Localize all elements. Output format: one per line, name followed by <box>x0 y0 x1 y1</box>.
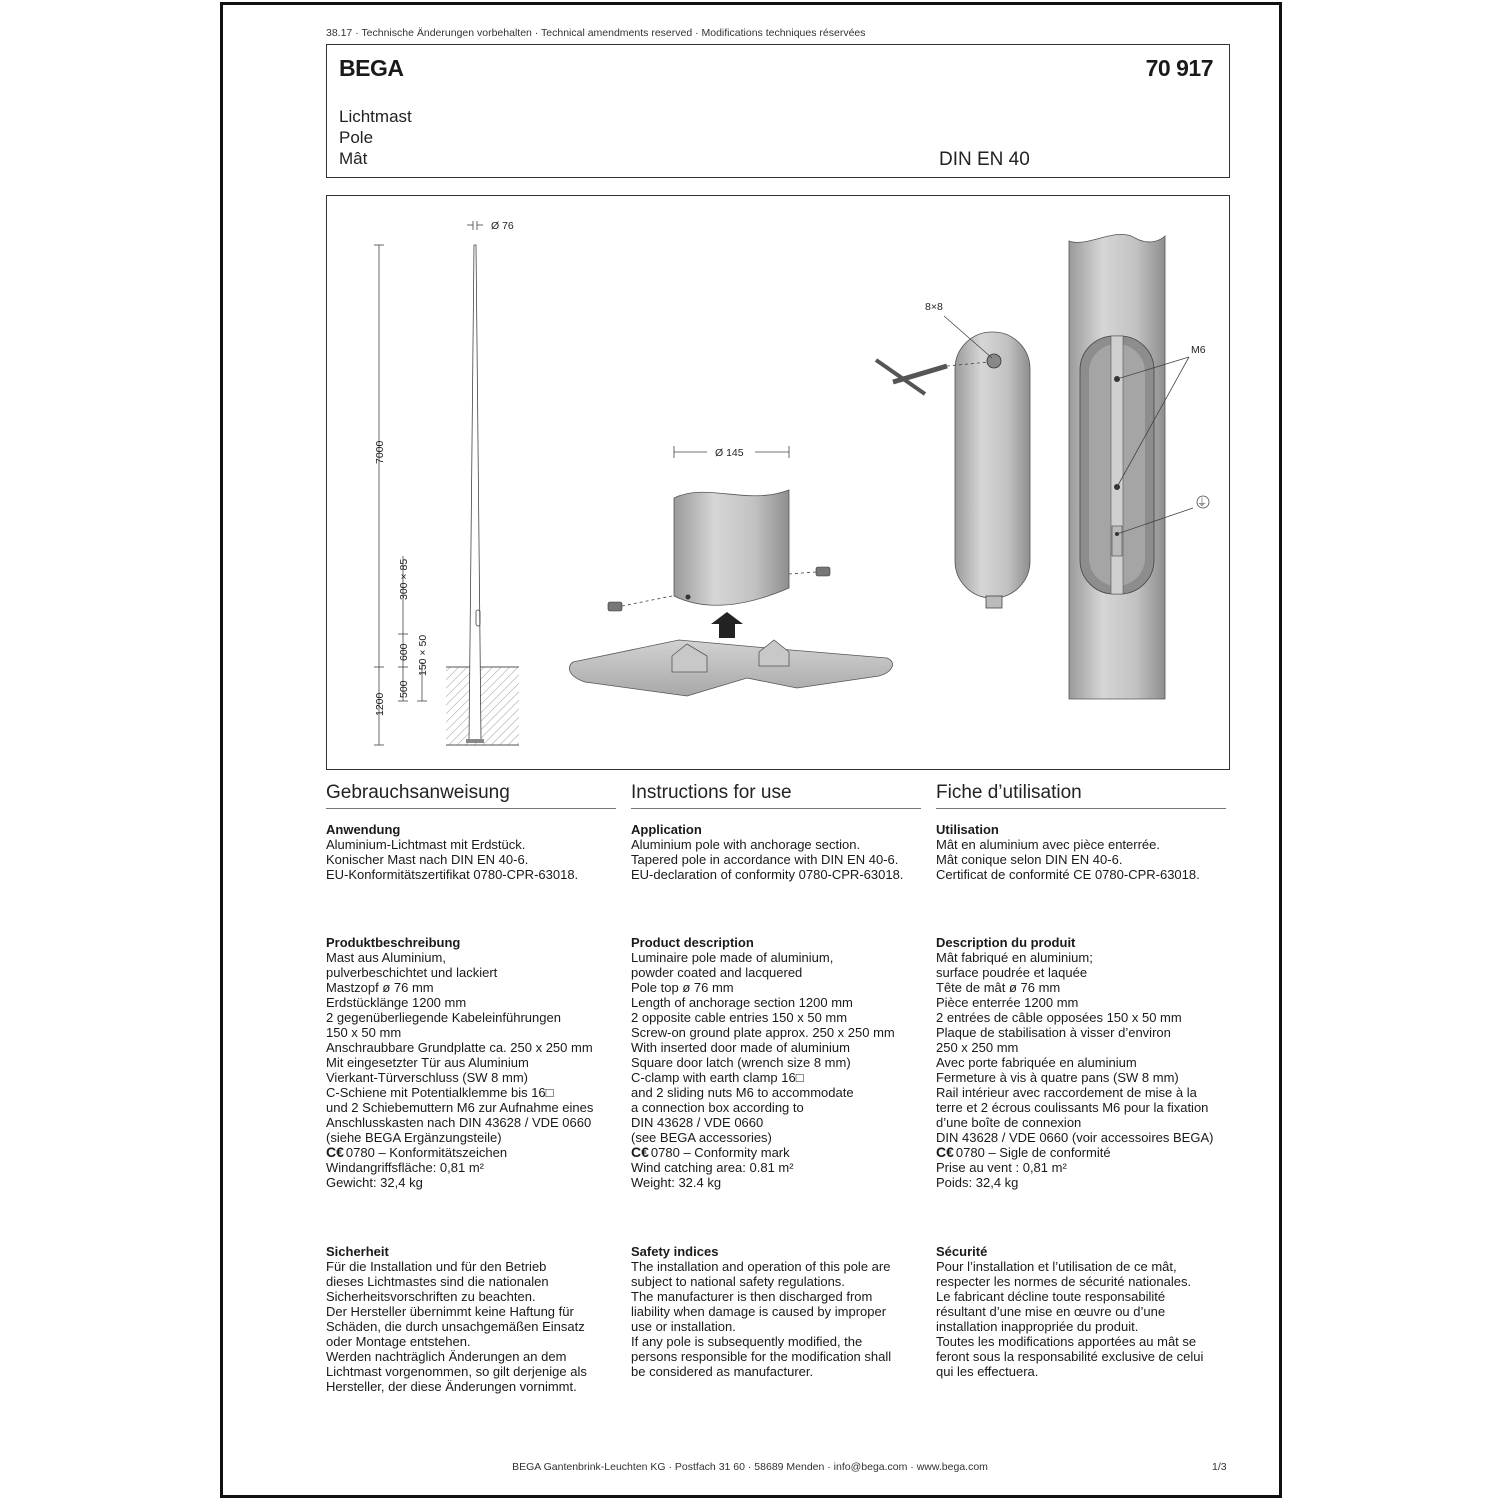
column-title-en: Instructions for use <box>631 782 921 809</box>
section-line: DIN 43628 / VDE 0660 <box>631 1115 764 1130</box>
section-line: be considered as manufacturer. <box>631 1364 814 1379</box>
section-line: Mit eingesetzter Tür aus Aluminium <box>326 1055 529 1070</box>
column-french <box>936 782 1226 809</box>
section-line-text: 0780 – Konformitätszeichen <box>345 1145 508 1160</box>
section-line: Poids: 32,4 kg <box>936 1175 1019 1190</box>
section-line: 250 x 250 mm <box>936 1040 1019 1055</box>
ce-mark-icon: C€ <box>631 1144 649 1160</box>
section-line: Mât fabriqué en aluminium; <box>936 950 1093 965</box>
section-line: d’une boîte de connexion <box>936 1115 1082 1130</box>
column-title-de: Gebrauchsanweisung <box>326 782 616 809</box>
section-line: 2 opposite cable entries 150 x 50 mm <box>631 1010 848 1025</box>
section-line: The manufacturer is then discharged from <box>631 1289 873 1304</box>
section-line: Aluminium-Lichtmast mit Erdstück. <box>326 837 526 852</box>
section-line: und 2 Schiebemuttern M6 zur Aufnahme eines <box>326 1100 594 1115</box>
section-line: Weight: 32.4 kg <box>631 1175 722 1190</box>
section-line: subject to national safety regulations. <box>631 1274 845 1289</box>
product-name-fr: Mât <box>339 149 368 168</box>
section-line: Mât en aluminium avec pièce enterrée. <box>936 837 1161 852</box>
section-line: (see BEGA accessories) <box>631 1130 772 1145</box>
section-line: C-Schiene mit Potentialklemme bis 16□ <box>326 1085 554 1100</box>
section-line <box>936 1145 1236 1160</box>
section-line: Anschraubbare Grundplatte ca. 250 x 250 mm <box>326 1040 593 1055</box>
section-line: 150 x 50 mm <box>326 1025 402 1040</box>
section-2-0 <box>936 822 1236 882</box>
section-line: Tête de mât ø 76 mm <box>936 980 1061 995</box>
footer-address: BEGA Gantenbrink-Leuchten KG · Postfach 31 60 · 58689 Menden · info@bega.com · www.bega.com <box>512 1461 988 1473</box>
section-line: Fermeture à vis à quatre pans (SW 8 mm) <box>936 1070 1179 1085</box>
product-name-en: Pole <box>339 128 374 147</box>
label-wrench: 8×8 <box>925 301 943 313</box>
label-door: 300 × 85 <box>398 558 410 600</box>
section-line: Für die Installation und für den Betrieb <box>326 1259 547 1274</box>
section-heading: Product description <box>631 935 754 950</box>
drawing-canvas <box>327 196 1229 769</box>
section-line: Square door latch (wrench size 8 mm) <box>631 1055 851 1070</box>
section-line: Rail intérieur avec raccordement de mise à la <box>936 1085 1197 1100</box>
section-line-text: 0780 – Sigle de conformité <box>955 1145 1111 1160</box>
section-line: Werden nachträglich Änderungen an dem <box>326 1349 567 1364</box>
section-line: 2 entrées de câble opposées 150 x 50 mm <box>936 1010 1182 1025</box>
section-line: Pièce enterrée 1200 mm <box>936 995 1079 1010</box>
section-line: Hersteller, der diese Änderungen vornimmt. <box>326 1379 577 1394</box>
section-line: Length of anchorage section 1200 mm <box>631 995 853 1010</box>
section-line: oder Montage entstehen. <box>326 1334 471 1349</box>
section-line: 2 gegenüberliegende Kabeleinführungen <box>326 1010 561 1025</box>
section-line: a connection box according to <box>631 1100 804 1115</box>
label-nut: M6 <box>1191 344 1206 356</box>
section-line: (siehe BEGA Ergänzungsteile) <box>326 1130 502 1145</box>
article-number: 70 917 <box>1145 55 1213 81</box>
section-1-1 <box>631 935 931 1190</box>
section-line: Windangriffsfläche: 0,81 m² <box>326 1160 484 1175</box>
page-number: 1/3 <box>1212 1461 1227 1473</box>
section-heading: Produktbeschreibung <box>326 935 461 950</box>
section-line: EU-declaration of conformity 0780-CPR-63018. <box>631 867 904 882</box>
section-line: Der Hersteller übernimmt keine Haftung für <box>326 1304 574 1319</box>
section-line: C-clamp with earth clamp 16□ <box>631 1070 804 1085</box>
section-line: Konischer Mast nach DIN EN 40-6. <box>326 852 529 867</box>
section-line: Plaque de stabilisation à visser d’environ <box>936 1025 1171 1040</box>
section-line: powder coated and lacquered <box>631 965 803 980</box>
section-2-1 <box>936 935 1236 1190</box>
section-0-0 <box>326 822 626 882</box>
section-line: EU-Konformitätszertifikat 0780-CPR-63018. <box>326 867 579 882</box>
pole-opening <box>1069 234 1209 699</box>
brand-logo: BEGA <box>339 55 404 81</box>
label-500: 500 <box>398 680 410 698</box>
section-heading: Sécurité <box>936 1244 988 1259</box>
section-line: Luminaire pole made of aluminium, <box>631 950 834 965</box>
section-line: Lichtmast vorgenommen, so gilt derjenige als <box>326 1364 587 1379</box>
base-assembly <box>569 444 892 696</box>
section-line: pulverbeschichtet und lackiert <box>326 965 498 980</box>
section-line: Le fabricant décline toute responsabilité <box>936 1289 1166 1304</box>
column-english <box>631 782 921 809</box>
section-line: DIN 43628 / VDE 0660 (voir accessoires BEGA) <box>936 1130 1214 1145</box>
section-line: feront sous la responsabilité exclusive de celui <box>936 1349 1204 1364</box>
section-0-1 <box>326 935 626 1190</box>
section-line <box>326 1145 626 1160</box>
section-line: Gewicht: 32,4 kg <box>326 1175 423 1190</box>
section-line: installation inappropriée du produit. <box>936 1319 1139 1334</box>
section-line: qui les effectuera. <box>936 1364 1039 1379</box>
section-line: Toutes les modifications apportées au mât se <box>936 1334 1197 1349</box>
section-line: Anschlusskasten nach DIN 43628 / VDE 0660 <box>326 1115 592 1130</box>
section-line: dieses Lichtmastes sind die nationalen <box>326 1274 549 1289</box>
section-heading: Application <box>631 822 702 837</box>
norm-label: DIN EN 40 <box>939 149 1030 170</box>
door-assembly <box>876 301 1030 608</box>
section-heading: Anwendung <box>326 822 401 837</box>
section-line: liability when damage is caused by improper <box>631 1304 887 1319</box>
section-heading: Utilisation <box>936 822 999 837</box>
section-line: With inserted door made of aluminium <box>631 1040 850 1055</box>
ce-mark-icon: C€ <box>936 1144 954 1160</box>
section-line: Certificat de conformité CE 0780-CPR-63018. <box>936 867 1200 882</box>
section-line: respecter les normes de sécurité nationales. <box>936 1274 1192 1289</box>
section-line: Pour l’installation et l’utilisation de ce mât, <box>936 1259 1177 1274</box>
section-1-0 <box>631 822 931 882</box>
section-line: Pole top ø 76 mm <box>631 980 734 995</box>
section-heading: Safety indices <box>631 1244 719 1259</box>
section-line: and 2 sliding nuts M6 to accommodate <box>631 1085 854 1100</box>
section-line: Aluminium pole with anchorage section. <box>631 837 861 852</box>
section-line: surface poudrée et laquée <box>936 965 1088 980</box>
column-title-fr: Fiche d’utilisation <box>936 782 1226 809</box>
section-line <box>631 1145 931 1160</box>
section-line: Schäden, die durch unsachgemäßen Einsatz <box>326 1319 585 1334</box>
section-line: terre et 2 écrous coulissants M6 pour la fixation <box>936 1100 1209 1115</box>
section-line: Mât conique selon DIN EN 40-6. <box>936 852 1123 867</box>
title-block <box>326 44 1230 178</box>
label-height: 7000 <box>374 440 386 464</box>
section-line-text: 0780 – Conformity mark <box>650 1145 790 1160</box>
technical-note: 38.17 · Technische Änderungen vorbehalten · Technical amendments reserved · Modifications techniques réservées <box>326 27 866 39</box>
section-heading: Description du produit <box>936 935 1076 950</box>
section-line: persons responsible for the modification shall <box>631 1349 892 1364</box>
section-line: Vierkant-Türverschluss (SW 8 mm) <box>326 1070 529 1085</box>
pole-elevation <box>374 220 519 745</box>
label-base-diameter: Ø 145 <box>715 447 744 459</box>
label-depth: 1200 <box>374 692 386 716</box>
section-heading: Sicherheit <box>326 1244 389 1259</box>
section-line: Mastzopf ø 76 mm <box>326 980 434 995</box>
section-line: Erdstücklänge 1200 mm <box>326 995 467 1010</box>
section-line: The installation and operation of this pole are <box>631 1259 891 1274</box>
section-line: Tapered pole in accordance with DIN EN 40-6. <box>631 852 899 867</box>
section-line: Screw-on ground plate approx. 250 x 250 mm <box>631 1025 895 1040</box>
section-2-2 <box>936 1244 1236 1379</box>
column-german <box>326 782 616 809</box>
product-name-de: Lichtmast <box>339 107 412 126</box>
ce-mark-icon: C€ <box>326 1144 344 1160</box>
label-top-diameter: Ø 76 <box>491 220 514 232</box>
section-line: Prise au vent : 0,81 m² <box>936 1160 1067 1175</box>
section-0-2 <box>326 1244 626 1394</box>
section-1-2 <box>631 1244 931 1379</box>
technical-drawing <box>326 195 1230 770</box>
section-line: Mast aus Aluminium, <box>326 950 446 965</box>
section-line: If any pole is subsequently modified, the <box>631 1334 863 1349</box>
label-cable: 150 × 50 <box>417 634 429 676</box>
label-600: 600 <box>398 643 410 661</box>
earth-icon: ⏚ <box>1197 498 1207 509</box>
section-line: résultant d’une mise en œuvre ou d’une <box>936 1304 1166 1319</box>
section-line: use or installation. <box>631 1319 736 1334</box>
section-line: Avec porte fabriquée en aluminium <box>936 1055 1137 1070</box>
section-line: Sicherheitsvorschriften zu beachten. <box>326 1289 536 1304</box>
section-line: Wind catching area: 0.81 m² <box>631 1160 794 1175</box>
